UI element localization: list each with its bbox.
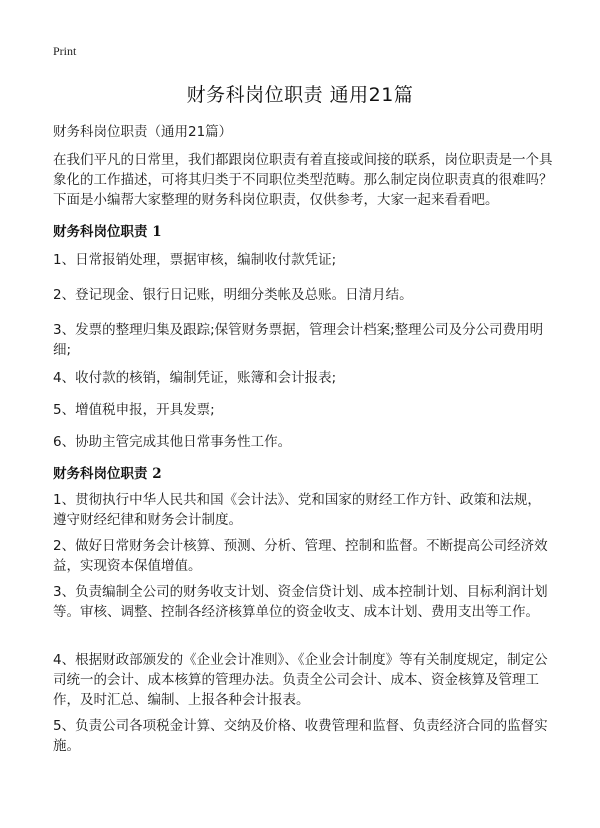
list-item: 4、收付款的核销，编制凭证，账簿和会计报表; bbox=[53, 370, 337, 386]
list-item: 1、日常报销处理，票据审核，编制收付款凭证; bbox=[53, 252, 337, 268]
document-subtitle: 财务科岗位职责（通用21篇） bbox=[53, 124, 233, 140]
list-item: 3、负责编制全公司的财务收支计划、资金信贷计划、成本控制计划、目标利润计划等。审核、调整、控制各经济核算单位的资金收支、成本计划、费用支出等工作。 bbox=[53, 584, 548, 620]
list-item: 3、发票的整理归集及跟踪;保管财务票据，管理会计档案;整理公司及分公司费用明细; bbox=[53, 322, 544, 358]
section-heading-1: 财务科岗位职责 1 bbox=[53, 224, 162, 240]
list-item: 6、协助主管完成其他日常事务性工作。 bbox=[53, 434, 292, 450]
list-item: 2、做好日常财务会计核算、预测、分析、管理、控制和监督。不断提高公司经济效益，实现资本保值增值。 bbox=[53, 538, 548, 574]
print-label: Print bbox=[53, 44, 77, 58]
list-item: 1、贯彻执行中华人民共和国《会计法》、党和国家的财经工作方针、政策和法规，遵守财经纪律和财务会计制度。 bbox=[53, 492, 541, 528]
list-item: 4、根据财政部颁发的《企业会计准则》、《企业会计制度》等有关制度规定，制定公司统一的会计、成本核算的管理办法。负责全公司会计、成本、资金核算及管理工作，及时汇总、编制、上报各种会计报表。 bbox=[53, 652, 548, 708]
list-item: 2、登记现金、银行日记账，明细分类帐及总账。日清月结。 bbox=[53, 287, 413, 303]
intro-paragraph: 在我们平凡的日常里，我们都跟岗位职责有着直接或间接的联系，岗位职责是一个具象化的工作描述，可将其归类于不同职位类型范畴。那么制定岗位职责真的很难吗？下面是小编帮大家整理的财务科岗位职责，仅供参考，大家一起来看看吧。 bbox=[53, 152, 553, 208]
document-title: 财务科岗位职责 通用21篇 bbox=[186, 84, 414, 106]
section-heading-2: 财务科岗位职责 2 bbox=[53, 466, 162, 482]
list-item: 5、负责公司各项税金计算、交纳及价格、收费管理和监督、负责经济合同的监督实施。 bbox=[53, 718, 548, 754]
list-item: 5、增值税申报，开具发票; bbox=[53, 402, 215, 418]
